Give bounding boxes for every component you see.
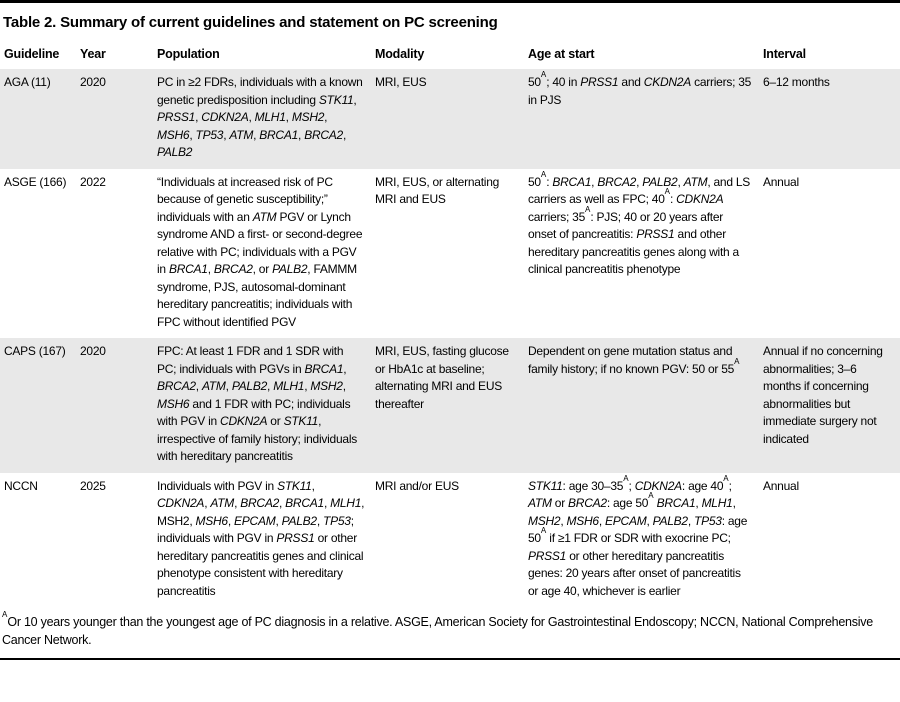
cell-population: PC in ≥2 FDRs, individuals with a known genetic predisposition including STK11, PRSS1, CDKN2A, MLH1, MSH2, MSH6, TP53, ATM, BRCA1, BRCA2, PALB2 — [157, 75, 363, 159]
cell-year: 2020 — [80, 344, 106, 358]
cell-modality: MRI, EUS, fasting glucose or HbA1c at baseline; alternating MRI and EUS thereafter — [375, 344, 509, 411]
table-body — [0, 69, 900, 607]
table-row — [0, 473, 900, 608]
cell-year: 2025 — [80, 478, 106, 493]
cell-age-at-start: 50$^A$; 40 in PRSS1 and CKDN2A carriers; 35 in PJS — [528, 70, 752, 107]
table-row — [0, 169, 900, 339]
cell-age-at-start: 50$^A$: BRCA1, BRCA2, PALB2, ATM, and LS carriers as well as FPC; 40$^A$: CDKN2A carriers; 35$^A$: PJS; 40 or 20 years after onset of pancreatitis: PRSS1 and other hereditary pancreatitis genes along with a clinical pancreatitis phenotype — [528, 169, 751, 276]
cell-interval: Annual — [763, 174, 799, 189]
cell-year: 2022 — [80, 174, 106, 189]
guidelines-table — [0, 45, 900, 607]
table-row — [0, 338, 900, 473]
column-header-age-at-start: Age at start — [528, 47, 595, 61]
bottom-rule — [0, 658, 900, 660]
cell-guideline: CAPS (167) — [4, 344, 66, 358]
table-footnote: $^A$Or 10 years younger than the youngest age of PC diagnosis in a relative. ASGE, American Society for Gastrointestinal Endoscopy; NCCN, National Comprehensive Cancer Network. — [2, 609, 873, 647]
cell-age-at-start: Dependent on gene mutation status and family history; if no known PGV: 50 or 55$^A$ — [528, 344, 740, 376]
cell-population: “Individuals at increased risk of PC because of genetic susceptibility;” individuals with an ATM PGV or Lynch syndrome AND a first- or second-degree relative with PC; individuals with a PGV in BRCA1, BRCA2, or PALB2, FAMMM syndrome, PJS, autosomal-dominant hereditary pancreatitis; individuals with FPC without identified PGV — [157, 174, 363, 329]
cell-modality: MRI and/or EUS — [375, 478, 459, 493]
cell-interval: Annual if no concerning abnormalities; 3–6 months if concerning abnormalities but immediate surgery not indicated — [763, 344, 883, 446]
column-header-year: Year — [80, 47, 106, 61]
table-title: Table 2. Summary of current guidelines and statement on PC screening — [3, 14, 498, 31]
cell-guideline: ASGE (166) — [4, 174, 67, 189]
column-header-guideline: Guideline — [4, 47, 60, 61]
cell-interval: 6–12 months — [763, 75, 830, 89]
column-header-population: Population — [157, 47, 220, 61]
header-row — [0, 45, 900, 69]
cell-modality: MRI, EUS, or alternating MRI and EUS — [375, 174, 500, 206]
cell-guideline: AGA (11) — [4, 75, 51, 89]
table-header — [0, 45, 900, 69]
cell-modality: MRI, EUS — [375, 75, 427, 89]
column-header-modality: Modality — [375, 47, 425, 61]
table-row — [0, 69, 900, 169]
cell-interval: Annual — [763, 478, 799, 493]
cell-population: FPC: At least 1 FDR and 1 SDR with PC; individuals with PGVs in BRCA1, BRCA2, ATM, PALB2, MLH1, MSH2, MSH6 and 1 FDR with PC; individuals with PGV in CDKN2A or STK11, irrespective of family history; individuals with hereditary pancreatitis — [157, 344, 357, 463]
cell-population: Individuals with PGV in STK11, CDKN2A, ATM, BRCA2, BRCA1, MLH1, MSH2, MSH6, EPCAM, PALB2, TP53; individuals with PGV in PRSS1 or other hereditary pancreatitis genes and clinical phenotype consistent with hereditary pancreatitis — [157, 478, 365, 598]
cell-year: 2020 — [80, 75, 106, 89]
column-header-interval: Interval — [763, 47, 806, 61]
cell-guideline: NCCN — [4, 478, 38, 493]
cell-age-at-start: STK11: age 30–35$^A$; CDKN2A: age 40$^A$; ATM or BRCA2: age 50$^A$ BRCA1, MLH1, MSH2, MSH6, EPCAM, PALB2, TP53: age 50$^A$ if ≥1 FDR or SDR with exocrine PC; PRSS1 or other hereditary pancreatitis genes: 20 years after onset of pancreatitis or age 40, whichever is earlier — [528, 473, 748, 598]
